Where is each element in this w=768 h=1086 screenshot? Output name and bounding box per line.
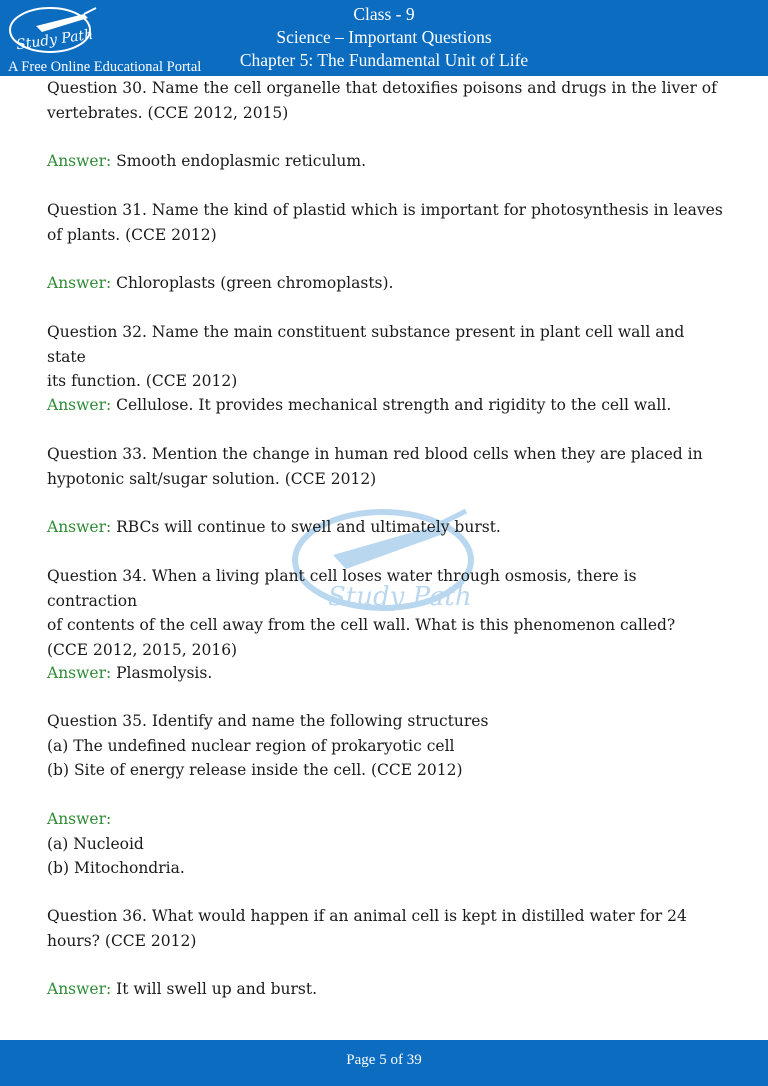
answer-option-b: (b) Mitochondria. [47,859,185,877]
study-path-logo [2,2,212,74]
answer-label: Answer: [47,152,112,170]
question-option-b: (b) Site of energy release inside the cell. (CCE 2012) [47,761,463,779]
question-31 [47,198,723,247]
question-33 [47,442,703,491]
question-text: Name the cell organelle that detoxifies poisons and drugs in the liver of [146,79,717,97]
question-36 [47,904,687,953]
logo-tagline: A Free Online Educational Portal [8,59,202,75]
question-30 [47,76,717,125]
question-text-cont: hours? (CCE 2012) [47,931,197,950]
answer-30 [47,149,366,174]
page-total: 39 [406,1052,422,1068]
question-35 [47,709,488,783]
chapter-title: Chapter 5: The Fundamental Unit of Life [239,50,529,70]
subject-title: Science – Important Questions [276,27,492,47]
answer-option-a: (a) Nucleoid [47,834,144,853]
question-label: Question 36. [47,907,147,925]
answer-34 [47,661,212,686]
answer-text: Smooth endoplasmic reticulum. [111,152,366,170]
question-text: Mention the change in human red blood cells when they are placed in [146,445,703,463]
answer-text: Cellulose. It provides mechanical strength and rigidity to the cell wall. [111,396,672,414]
question-label: Question 35. [47,712,147,730]
question-text: Name the main constituent substance present in plant cell wall and state [47,323,685,366]
answer-label: Answer: [47,396,112,414]
answer-label: Answer: [47,664,112,682]
question-32 [47,320,727,394]
answer-text: Chloroplasts (green chromoplasts). [111,274,394,292]
logo-text: Study Path [15,26,95,54]
question-label: Question 33. [47,445,147,463]
answer-31 [47,271,394,296]
page-footer [0,1040,768,1086]
page-prefix: Page [346,1052,380,1068]
answer-label: Answer: [47,810,112,828]
question-text-cont: (CCE 2012, 2015, 2016) [47,640,238,659]
page-current: 5 [379,1052,387,1068]
answer-35 [47,807,185,881]
answer-33 [47,515,501,540]
question-34 [47,564,727,662]
page-header [0,0,768,76]
question-label: Question 31. [47,201,147,219]
watermark-text: Study Path [328,582,472,612]
question-text-cont: vertebrates. (CCE 2012, 2015) [47,103,289,122]
question-text: What would happen if an animal cell is kept in distilled water for 24 [146,907,687,925]
page-separator: of [386,1052,407,1068]
class-title: Class - 9 [353,4,415,24]
question-option-a: (a) The undefined nuclear region of prokaryotic cell [47,736,455,755]
question-text-cont: hypotonic salt/sugar solution. (CCE 2012) [47,469,377,488]
question-text: When a living plant cell loses water through osmosis, there is contraction [47,567,637,610]
question-text-cont: its function. (CCE 2012) [47,372,238,390]
question-label: Question 34. [47,567,147,585]
question-text-cont: of contents of the cell away from the cell wall. What is this phenomenon called? [47,616,676,634]
question-text: Identify and name the following structures [146,712,489,730]
answer-text: Plasmolysis. [111,664,213,682]
answer-label: Answer: [47,518,112,536]
answer-label: Answer: [47,980,112,998]
answer-32 [47,393,671,418]
question-label: Question 30. [47,79,147,97]
question-text-cont: of plants. (CCE 2012) [47,225,217,244]
question-text: Name the kind of plastid which is important for photosynthesis in leaves [146,201,723,219]
page-number [0,1052,768,1069]
answer-text: It will swell up and burst. [111,980,318,998]
answer-36 [47,977,317,1002]
answer-label: Answer: [47,274,112,292]
question-label: Question 32. [47,323,147,341]
answer-text: RBCs will continue to swell and ultimately burst. [111,518,501,536]
